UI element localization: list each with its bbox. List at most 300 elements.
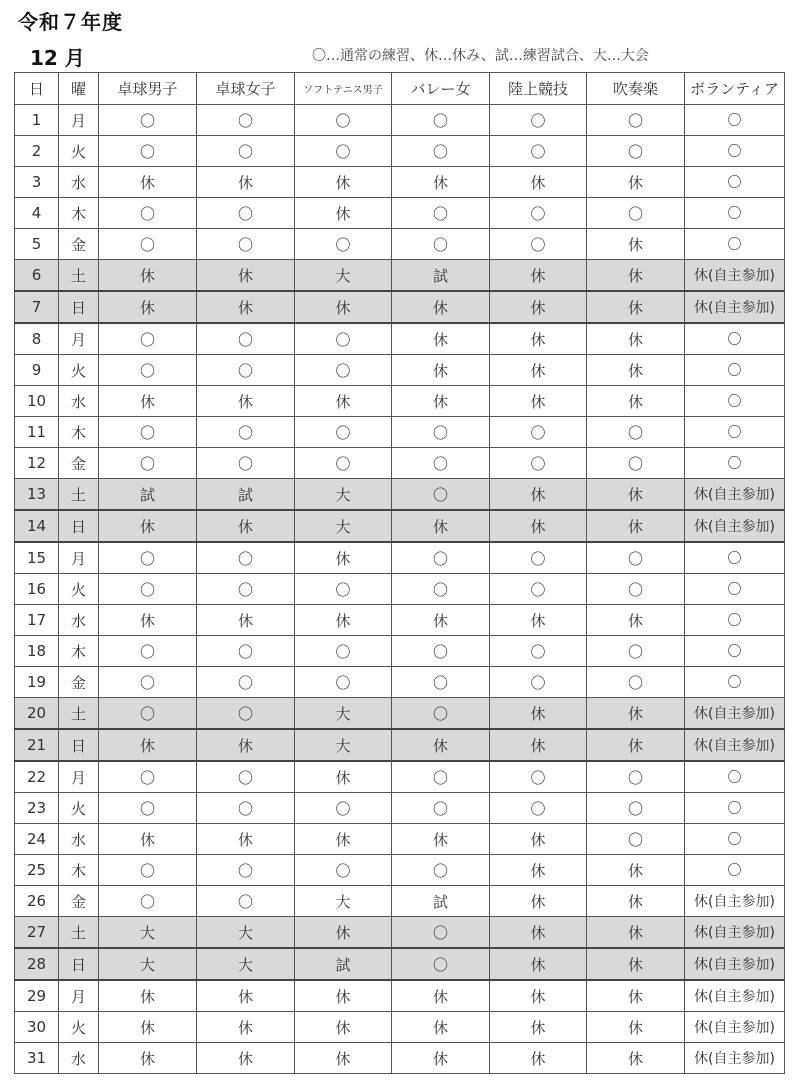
- weekday-cell: 水: [59, 824, 99, 855]
- volleyball-girls-cell: 〇: [392, 855, 490, 886]
- table-tennis-girls-cell: 休: [197, 1043, 295, 1074]
- table-row: [15, 824, 785, 855]
- table-row: [15, 355, 785, 386]
- day-cell: 6: [15, 260, 59, 292]
- day-cell: 22: [15, 761, 59, 793]
- soft-tennis-boys-cell: 大: [295, 729, 392, 761]
- day-cell: 21: [15, 729, 59, 761]
- track-field-cell: 〇: [490, 667, 587, 698]
- header-table-tennis-girls: 卓球女子: [197, 73, 295, 105]
- volunteer-cell: 休(自主参加): [685, 260, 785, 292]
- volunteer-cell: 休(自主参加): [685, 291, 785, 323]
- soft-tennis-boys-cell: 〇: [295, 417, 392, 448]
- day-cell: 13: [15, 479, 59, 511]
- brass-band-cell: 休: [587, 605, 685, 636]
- table-tennis-girls-cell: 休: [197, 291, 295, 323]
- brass-band-cell: 休: [587, 917, 685, 949]
- volleyball-girls-cell: 〇: [392, 448, 490, 479]
- fiscal-year-title: 令和７年度: [18, 10, 123, 34]
- soft-tennis-boys-cell: 休: [295, 291, 392, 323]
- volunteer-cell: 休(自主参加): [685, 479, 785, 511]
- table-tennis-boys-cell: 休: [99, 386, 197, 417]
- table-tennis-boys-cell: 休: [99, 824, 197, 855]
- brass-band-cell: 休: [587, 229, 685, 260]
- soft-tennis-boys-cell: 〇: [295, 636, 392, 667]
- table-row: [15, 260, 785, 292]
- table-row: [15, 605, 785, 636]
- day-cell: 4: [15, 198, 59, 229]
- header-day: 日: [15, 73, 59, 105]
- table-tennis-boys-cell: 〇: [99, 229, 197, 260]
- soft-tennis-boys-cell: 休: [295, 1012, 392, 1043]
- soft-tennis-boys-cell: 休: [295, 542, 392, 574]
- track-field-cell: 休: [490, 698, 587, 730]
- track-field-cell: 〇: [490, 105, 587, 136]
- volunteer-cell: 休(自主参加): [685, 948, 785, 980]
- volleyball-girls-cell: 休: [392, 729, 490, 761]
- soft-tennis-boys-cell: 休: [295, 917, 392, 949]
- day-cell: 30: [15, 1012, 59, 1043]
- volunteer-cell: 休(自主参加): [685, 698, 785, 730]
- soft-tennis-boys-cell: 休: [295, 386, 392, 417]
- volleyball-girls-cell: 休: [392, 167, 490, 198]
- track-field-cell: 休: [490, 479, 587, 511]
- soft-tennis-boys-cell: 休: [295, 1043, 392, 1074]
- track-field-cell: 〇: [490, 136, 587, 167]
- volleyball-girls-cell: 休: [392, 980, 490, 1012]
- day-cell: 7: [15, 291, 59, 323]
- volleyball-girls-cell: 〇: [392, 698, 490, 730]
- soft-tennis-boys-cell: 休: [295, 167, 392, 198]
- volleyball-girls-cell: 〇: [392, 948, 490, 980]
- track-field-cell: 休: [490, 917, 587, 949]
- brass-band-cell: 〇: [587, 198, 685, 229]
- table-row: [15, 636, 785, 667]
- table-tennis-girls-cell: 休: [197, 980, 295, 1012]
- track-field-cell: 休: [490, 1043, 587, 1074]
- volleyball-girls-cell: 〇: [392, 136, 490, 167]
- soft-tennis-boys-cell: 〇: [295, 229, 392, 260]
- weekday-cell: 土: [59, 479, 99, 511]
- table-tennis-boys-cell: 〇: [99, 417, 197, 448]
- brass-band-cell: 休: [587, 167, 685, 198]
- soft-tennis-boys-cell: 〇: [295, 793, 392, 824]
- weekday-cell: 金: [59, 448, 99, 479]
- table-tennis-girls-cell: 〇: [197, 448, 295, 479]
- volunteer-cell: 〇: [685, 574, 785, 605]
- volleyball-girls-cell: 試: [392, 886, 490, 917]
- table-tennis-boys-cell: 〇: [99, 448, 197, 479]
- volunteer-cell: 〇: [685, 605, 785, 636]
- table-tennis-girls-cell: 〇: [197, 542, 295, 574]
- track-field-cell: 〇: [490, 198, 587, 229]
- volunteer-cell: 休(自主参加): [685, 1012, 785, 1043]
- brass-band-cell: 〇: [587, 793, 685, 824]
- day-cell: 5: [15, 229, 59, 260]
- table-row: [15, 479, 785, 511]
- table-tennis-boys-cell: 休: [99, 980, 197, 1012]
- brass-band-cell: 休: [587, 729, 685, 761]
- track-field-cell: 休: [490, 323, 587, 355]
- weekday-cell: 月: [59, 323, 99, 355]
- table-row: [15, 323, 785, 355]
- table-tennis-girls-cell: 〇: [197, 229, 295, 260]
- volleyball-girls-cell: 休: [392, 1043, 490, 1074]
- volunteer-cell: 〇: [685, 855, 785, 886]
- soft-tennis-boys-cell: 休: [295, 761, 392, 793]
- volleyball-girls-cell: 〇: [392, 574, 490, 605]
- table-row: [15, 886, 785, 917]
- volunteer-cell: 〇: [685, 761, 785, 793]
- weekday-cell: 木: [59, 855, 99, 886]
- table-tennis-boys-cell: 試: [99, 479, 197, 511]
- day-cell: 20: [15, 698, 59, 730]
- day-cell: 31: [15, 1043, 59, 1074]
- table-tennis-girls-cell: 試: [197, 479, 295, 511]
- soft-tennis-boys-cell: 休: [295, 198, 392, 229]
- day-cell: 29: [15, 980, 59, 1012]
- volunteer-cell: 休(自主参加): [685, 1043, 785, 1074]
- volleyball-girls-cell: 休: [392, 355, 490, 386]
- volunteer-cell: 〇: [685, 386, 785, 417]
- volunteer-cell: 〇: [685, 355, 785, 386]
- weekday-cell: 土: [59, 917, 99, 949]
- brass-band-cell: 休: [587, 260, 685, 292]
- table-tennis-boys-cell: 〇: [99, 105, 197, 136]
- track-field-cell: 〇: [490, 542, 587, 574]
- volunteer-cell: 〇: [685, 105, 785, 136]
- table-tennis-girls-cell: 休: [197, 1012, 295, 1043]
- brass-band-cell: 休: [587, 479, 685, 511]
- track-field-cell: 休: [490, 855, 587, 886]
- table-row: [15, 761, 785, 793]
- track-field-cell: 休: [490, 167, 587, 198]
- table-tennis-boys-cell: 〇: [99, 198, 197, 229]
- volunteer-cell: 〇: [685, 636, 785, 667]
- soft-tennis-boys-cell: 休: [295, 824, 392, 855]
- table-tennis-girls-cell: 〇: [197, 574, 295, 605]
- track-field-cell: 休: [490, 291, 587, 323]
- table-tennis-boys-cell: 休: [99, 167, 197, 198]
- table-tennis-girls-cell: 大: [197, 948, 295, 980]
- weekday-cell: 木: [59, 198, 99, 229]
- weekday-cell: 日: [59, 291, 99, 323]
- header-track-field: 陸上競技: [490, 73, 587, 105]
- header-table-tennis-boys: 卓球男子: [99, 73, 197, 105]
- table-tennis-girls-cell: 〇: [197, 761, 295, 793]
- brass-band-cell: 休: [587, 948, 685, 980]
- track-field-cell: 〇: [490, 636, 587, 667]
- table-tennis-girls-cell: 〇: [197, 355, 295, 386]
- day-cell: 14: [15, 510, 59, 542]
- weekday-cell: 金: [59, 229, 99, 260]
- table-tennis-boys-cell: 〇: [99, 698, 197, 730]
- table-tennis-girls-cell: 〇: [197, 636, 295, 667]
- table-tennis-girls-cell: 〇: [197, 698, 295, 730]
- table-row: [15, 698, 785, 730]
- table-row: [15, 167, 785, 198]
- table-row: [15, 386, 785, 417]
- volleyball-girls-cell: 休: [392, 1012, 490, 1043]
- table-tennis-girls-cell: 〇: [197, 667, 295, 698]
- day-cell: 16: [15, 574, 59, 605]
- table-row: [15, 229, 785, 260]
- day-cell: 11: [15, 417, 59, 448]
- brass-band-cell: 〇: [587, 105, 685, 136]
- soft-tennis-boys-cell: 〇: [295, 448, 392, 479]
- weekday-cell: 水: [59, 1043, 99, 1074]
- table-tennis-boys-cell: 休: [99, 605, 197, 636]
- table-row: [15, 917, 785, 949]
- track-field-cell: 休: [490, 260, 587, 292]
- brass-band-cell: 休: [587, 510, 685, 542]
- day-cell: 10: [15, 386, 59, 417]
- day-cell: 19: [15, 667, 59, 698]
- header-volleyball-girls: バレー女: [392, 73, 490, 105]
- day-cell: 17: [15, 605, 59, 636]
- table-row: [15, 291, 785, 323]
- schedule-table: [14, 72, 785, 1074]
- table-tennis-girls-cell: 〇: [197, 855, 295, 886]
- weekday-cell: 土: [59, 260, 99, 292]
- brass-band-cell: 休: [587, 855, 685, 886]
- table-tennis-boys-cell: 〇: [99, 761, 197, 793]
- table-tennis-girls-cell: 〇: [197, 417, 295, 448]
- table-tennis-boys-cell: 〇: [99, 636, 197, 667]
- header-brass-band: 吹奏楽: [587, 73, 685, 105]
- legend-text: 〇…通常の練習、休…休み、試…練習試合、大…大会: [312, 48, 649, 64]
- table-row: [15, 105, 785, 136]
- track-field-cell: 休: [490, 1012, 587, 1043]
- day-cell: 15: [15, 542, 59, 574]
- table-tennis-girls-cell: 休: [197, 729, 295, 761]
- table-tennis-girls-cell: 〇: [197, 136, 295, 167]
- day-cell: 18: [15, 636, 59, 667]
- soft-tennis-boys-cell: 〇: [295, 574, 392, 605]
- table-row: [15, 417, 785, 448]
- volleyball-girls-cell: 〇: [392, 793, 490, 824]
- weekday-cell: 日: [59, 729, 99, 761]
- volleyball-girls-cell: 〇: [392, 917, 490, 949]
- soft-tennis-boys-cell: 大: [295, 260, 392, 292]
- table-row: [15, 1043, 785, 1074]
- header-soft-tennis-boys: ソフトテニス男子: [295, 73, 392, 105]
- track-field-cell: 休: [490, 510, 587, 542]
- track-field-cell: 〇: [490, 417, 587, 448]
- table-row: [15, 793, 785, 824]
- brass-band-cell: 〇: [587, 824, 685, 855]
- volleyball-girls-cell: 〇: [392, 542, 490, 574]
- table-row: [15, 448, 785, 479]
- day-cell: 27: [15, 917, 59, 949]
- soft-tennis-boys-cell: 休: [295, 605, 392, 636]
- volleyball-girls-cell: 休: [392, 323, 490, 355]
- weekday-cell: 土: [59, 698, 99, 730]
- weekday-cell: 火: [59, 136, 99, 167]
- volunteer-cell: 〇: [685, 417, 785, 448]
- brass-band-cell: 〇: [587, 667, 685, 698]
- weekday-cell: 月: [59, 761, 99, 793]
- track-field-cell: 休: [490, 886, 587, 917]
- table-tennis-boys-cell: 〇: [99, 136, 197, 167]
- weekday-cell: 日: [59, 948, 99, 980]
- table-tennis-boys-cell: 〇: [99, 667, 197, 698]
- brass-band-cell: 〇: [587, 636, 685, 667]
- soft-tennis-boys-cell: 試: [295, 948, 392, 980]
- volunteer-cell: 〇: [685, 667, 785, 698]
- weekday-cell: 火: [59, 574, 99, 605]
- track-field-cell: 休: [490, 980, 587, 1012]
- volleyball-girls-cell: 〇: [392, 417, 490, 448]
- volunteer-cell: 〇: [685, 136, 785, 167]
- table-tennis-girls-cell: 休: [197, 386, 295, 417]
- volunteer-cell: 休(自主参加): [685, 980, 785, 1012]
- table-tennis-boys-cell: 〇: [99, 323, 197, 355]
- weekday-cell: 火: [59, 1012, 99, 1043]
- soft-tennis-boys-cell: 〇: [295, 136, 392, 167]
- table-row: [15, 855, 785, 886]
- table-row: [15, 948, 785, 980]
- table-tennis-boys-cell: 〇: [99, 574, 197, 605]
- volleyball-girls-cell: 〇: [392, 761, 490, 793]
- volunteer-cell: 休(自主参加): [685, 729, 785, 761]
- day-cell: 25: [15, 855, 59, 886]
- soft-tennis-boys-cell: 大: [295, 698, 392, 730]
- volleyball-girls-cell: 〇: [392, 479, 490, 511]
- brass-band-cell: 〇: [587, 761, 685, 793]
- table-row: [15, 729, 785, 761]
- volunteer-cell: 休(自主参加): [685, 886, 785, 917]
- volleyball-girls-cell: 〇: [392, 105, 490, 136]
- volleyball-girls-cell: 〇: [392, 667, 490, 698]
- table-tennis-girls-cell: 〇: [197, 323, 295, 355]
- table-tennis-girls-cell: 休: [197, 167, 295, 198]
- brass-band-cell: 休: [587, 386, 685, 417]
- table-tennis-boys-cell: 大: [99, 948, 197, 980]
- table-row: [15, 510, 785, 542]
- volleyball-girls-cell: 休: [392, 291, 490, 323]
- brass-band-cell: 休: [587, 980, 685, 1012]
- header-volunteer: ボランティア: [685, 73, 785, 105]
- volleyball-girls-cell: 休: [392, 510, 490, 542]
- track-field-cell: 〇: [490, 229, 587, 260]
- table-tennis-girls-cell: 休: [197, 510, 295, 542]
- brass-band-cell: 休: [587, 323, 685, 355]
- table-tennis-boys-cell: 休: [99, 510, 197, 542]
- track-field-cell: 休: [490, 824, 587, 855]
- table-tennis-girls-cell: 休: [197, 824, 295, 855]
- day-cell: 23: [15, 793, 59, 824]
- volunteer-cell: 〇: [685, 198, 785, 229]
- volleyball-girls-cell: 〇: [392, 636, 490, 667]
- table-tennis-boys-cell: 休: [99, 260, 197, 292]
- weekday-cell: 木: [59, 417, 99, 448]
- volunteer-cell: 〇: [685, 542, 785, 574]
- weekday-cell: 月: [59, 980, 99, 1012]
- table-tennis-girls-cell: 休: [197, 605, 295, 636]
- weekday-cell: 火: [59, 355, 99, 386]
- weekday-cell: 水: [59, 386, 99, 417]
- volunteer-cell: 休(自主参加): [685, 917, 785, 949]
- track-field-cell: 休: [490, 355, 587, 386]
- table-tennis-girls-cell: 〇: [197, 105, 295, 136]
- day-cell: 9: [15, 355, 59, 386]
- month-label: 12 月: [30, 46, 85, 70]
- weekday-cell: 火: [59, 793, 99, 824]
- header-weekday: 曜: [59, 73, 99, 105]
- header-row: [15, 73, 785, 105]
- table-header: [15, 73, 785, 105]
- table-row: [15, 574, 785, 605]
- table-tennis-girls-cell: 大: [197, 917, 295, 949]
- brass-band-cell: 〇: [587, 574, 685, 605]
- volleyball-girls-cell: 休: [392, 824, 490, 855]
- brass-band-cell: 〇: [587, 448, 685, 479]
- table-tennis-girls-cell: 〇: [197, 886, 295, 917]
- soft-tennis-boys-cell: 〇: [295, 355, 392, 386]
- volunteer-cell: 休(自主参加): [685, 510, 785, 542]
- brass-band-cell: 休: [587, 1043, 685, 1074]
- table-tennis-girls-cell: 〇: [197, 793, 295, 824]
- weekday-cell: 日: [59, 510, 99, 542]
- brass-band-cell: 休: [587, 291, 685, 323]
- volleyball-girls-cell: 〇: [392, 198, 490, 229]
- table-row: [15, 667, 785, 698]
- table-tennis-boys-cell: 休: [99, 729, 197, 761]
- brass-band-cell: 休: [587, 886, 685, 917]
- soft-tennis-boys-cell: 大: [295, 510, 392, 542]
- weekday-cell: 木: [59, 636, 99, 667]
- soft-tennis-boys-cell: 大: [295, 886, 392, 917]
- brass-band-cell: 休: [587, 355, 685, 386]
- table-tennis-boys-cell: 大: [99, 917, 197, 949]
- track-field-cell: 〇: [490, 793, 587, 824]
- day-cell: 28: [15, 948, 59, 980]
- volleyball-girls-cell: 試: [392, 260, 490, 292]
- table-row: [15, 1012, 785, 1043]
- soft-tennis-boys-cell: 〇: [295, 323, 392, 355]
- table-tennis-girls-cell: 〇: [197, 198, 295, 229]
- table-tennis-boys-cell: 〇: [99, 855, 197, 886]
- track-field-cell: 休: [490, 729, 587, 761]
- weekday-cell: 水: [59, 605, 99, 636]
- brass-band-cell: 〇: [587, 417, 685, 448]
- day-cell: 2: [15, 136, 59, 167]
- brass-band-cell: 〇: [587, 136, 685, 167]
- volleyball-girls-cell: 休: [392, 605, 490, 636]
- volunteer-cell: 〇: [685, 824, 785, 855]
- soft-tennis-boys-cell: 大: [295, 479, 392, 511]
- soft-tennis-boys-cell: 〇: [295, 855, 392, 886]
- track-field-cell: 休: [490, 948, 587, 980]
- track-field-cell: 〇: [490, 448, 587, 479]
- volunteer-cell: 〇: [685, 448, 785, 479]
- track-field-cell: 休: [490, 386, 587, 417]
- table-tennis-boys-cell: 休: [99, 1012, 197, 1043]
- day-cell: 24: [15, 824, 59, 855]
- brass-band-cell: 〇: [587, 542, 685, 574]
- day-cell: 12: [15, 448, 59, 479]
- table-tennis-boys-cell: 〇: [99, 886, 197, 917]
- volunteer-cell: 〇: [685, 323, 785, 355]
- soft-tennis-boys-cell: 〇: [295, 105, 392, 136]
- table-row: [15, 198, 785, 229]
- day-cell: 1: [15, 105, 59, 136]
- weekday-cell: 月: [59, 105, 99, 136]
- weekday-cell: 水: [59, 167, 99, 198]
- weekday-cell: 金: [59, 667, 99, 698]
- table-tennis-boys-cell: 〇: [99, 793, 197, 824]
